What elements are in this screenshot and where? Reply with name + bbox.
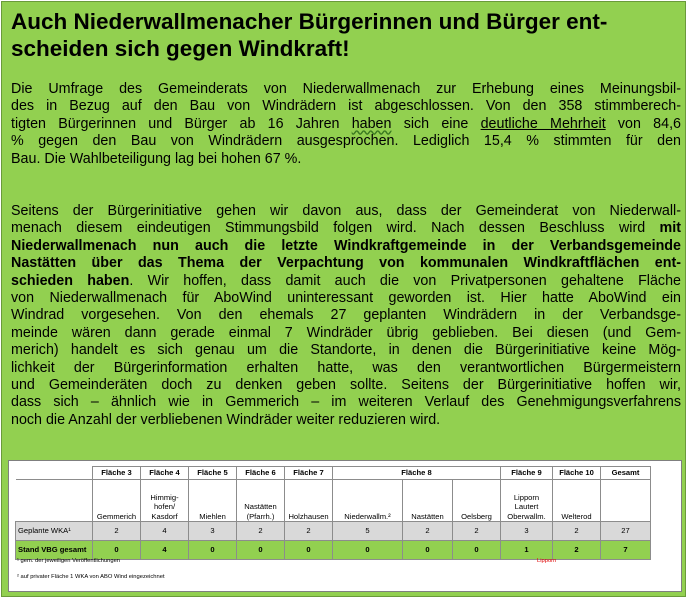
table-subheader-row <box>16 480 651 522</box>
table-cell: 5 <box>333 522 403 541</box>
table-header-cell: Fläche 6 <box>237 467 285 480</box>
table-subheader-cell: Nastätten <box>403 480 453 522</box>
footnote-1: ¹ gem. der jeweiligen Veröffentlichungen <box>17 558 121 564</box>
bold-text: schieden haben <box>11 272 130 289</box>
table-cell: 1 <box>501 541 553 560</box>
bold-text: Niederwallmenach nun auch die letzte Windkraftgemeinde in der Verbandsgemeinde <box>11 237 681 254</box>
table-cell: 0 <box>93 541 141 560</box>
table-row-geplant <box>16 522 651 541</box>
wka-table-box <box>8 460 682 592</box>
table-subheader-cell: Oelsberg <box>453 480 501 522</box>
table-cell: 2 <box>237 522 285 541</box>
text-line: menach diesem eindeutigen Stimmungsbild folgen wird. Nach dessen Beschluss wird mit <box>11 220 681 237</box>
underlined-phrase: deutliche Mehrheit <box>480 115 606 132</box>
table-cell: 4 <box>141 522 189 541</box>
table-cell: 0 <box>189 541 237 560</box>
table-cell: 2 <box>403 522 453 541</box>
headline-line-1: Auch Niederwallmenacher Bürgerinnen und Bürger ent- <box>11 9 608 34</box>
text-line: schieden haben. Wir hoffen, dass damit auch die von Privatpersonen gehaltene Fläche <box>11 272 681 289</box>
text-line: und Gemeinderäten doch zu denken geben sollte. Seitens der Bürgerinitiative hoffen wir, <box>11 377 681 394</box>
article-panel <box>1 1 686 597</box>
table-cell: 7 <box>601 541 651 560</box>
row-label: Stand VBG gesamt <box>16 541 93 560</box>
headline <box>11 8 681 62</box>
paragraph-initiative-statement <box>11 203 681 429</box>
table-cell: 0 <box>403 541 453 560</box>
table-header-cell: Gesamt <box>601 467 651 480</box>
text-line: Die Umfrage des Gemeinderats von Niederwallmenach zur Erhebung eines Meinungsbil- <box>11 81 681 97</box>
table-subheader-cell: Holzhausen <box>285 480 333 522</box>
table-cell: 2 <box>93 522 141 541</box>
red-note: Lipporn <box>537 558 557 564</box>
text-line: Seitens der Bürgerinitiative gehen wir davon aus, dass der Gemeinderat von Niederwall- <box>11 203 681 219</box>
table-cell: 3 <box>189 522 237 541</box>
table-header-cell: Fläche 5 <box>189 467 237 480</box>
table-cell: 3 <box>501 522 553 541</box>
table-subheader-cell: Niederwallm.² <box>333 480 403 522</box>
table-header-cell: Fläche 7 <box>285 467 333 480</box>
table-subheader-cell <box>601 480 651 522</box>
text-line: dass sich – ähnlich wie in Gemmerich – im weiteren Verlauf des Genehmigungsverfahrens <box>11 394 681 411</box>
text-line: Windrad vorgesehen. Von den ehemals 27 geplanten Windrädern in der Verbandsge- <box>11 307 681 324</box>
table-subheader-cell: Gemmerich <box>93 480 141 522</box>
text-line: noch die Anzahl der verbliebenen Windräder weiter reduzieren wird. <box>11 411 441 428</box>
text-line: % gegen den Bau von Windrädern ausgesprochen. Lediglich 15,4 % stimmten für den <box>11 133 681 150</box>
text-line: meinde wären dann gerade einmal 7 Windräder übrig geblieben. Bei diesen (und Gem- <box>11 324 681 341</box>
table-subheader-cell: Miehlen <box>189 480 237 522</box>
bold-text: Nastätten über das Thema der Verpachtung von kommunalen Windkraftflächen ent- <box>11 255 681 272</box>
text-line <box>11 255 681 272</box>
table-header-cell: Fläche 10 <box>553 467 601 480</box>
table-cell: 2 <box>453 522 501 541</box>
text-line: von Niederwallmenach für AboWind uninteressant geworden ist. Hier hatte AboWind ein <box>11 290 681 307</box>
table-cell: 0 <box>333 541 403 560</box>
table-corner-cell <box>16 467 93 480</box>
text-line: tigten Bürgerinnen und Bürger ab 16 Jahren haben sich eine deutliche Mehrheit von 84,6 <box>11 115 681 132</box>
wka-table <box>15 466 651 560</box>
table-subheader-cell: Nastätten (Pfarrh.) <box>237 480 285 522</box>
table-cell: 0 <box>237 541 285 560</box>
table-subheader-cell: Lipporn Lautert Oberwallm. <box>501 480 553 522</box>
table-cell: 2 <box>553 541 601 560</box>
table-cell: 27 <box>601 522 651 541</box>
table-cell: 0 <box>453 541 501 560</box>
table-row-stand <box>16 541 651 560</box>
table-subheader-cell: Himmig- hofen/ Kasdorf <box>141 480 189 522</box>
paragraph-survey-result <box>11 81 681 168</box>
table-corner-cell <box>16 480 93 522</box>
text-line: Bau. Die Wahlbeteiligung lag bei hohen 67 %. <box>11 150 302 167</box>
table-cell: 2 <box>285 522 333 541</box>
table-header-cell: Fläche 9 <box>501 467 553 480</box>
table-cell: 0 <box>285 541 333 560</box>
footnote-2: ² auf privater Fläche 1 WKA von ABO Wind eingezeichnet <box>17 574 165 580</box>
text-line: des in Bezug auf den Bau von Windrädern ist abgeschlossen. Von den 358 stimmberech- <box>11 98 681 115</box>
table-header-cell: Fläche 8 <box>333 467 501 480</box>
text-line: lichkeit der Bürgerinformation erhalten hatte, was den verantwortlichen Bürgermeistern <box>11 359 681 376</box>
bold-text: mit <box>659 220 681 237</box>
table-cell: 2 <box>553 522 601 541</box>
text-line: merich) handelt es sich genau um die Standorte, in denen die Bürgerinitiative keine Mög- <box>11 342 681 359</box>
wavy-underlined-word: haben <box>351 115 392 132</box>
table-header-cell: Fläche 4 <box>141 467 189 480</box>
table-cell: 4 <box>141 541 189 560</box>
row-label: Geplante WKA¹ <box>16 522 93 541</box>
text-line <box>11 238 681 255</box>
table-subheader-cell: Welterod <box>553 480 601 522</box>
headline-line-2: scheiden sich gegen Windkraft! <box>11 36 350 61</box>
table-header-row <box>16 467 651 480</box>
table-header-cell: Fläche 3 <box>93 467 141 480</box>
